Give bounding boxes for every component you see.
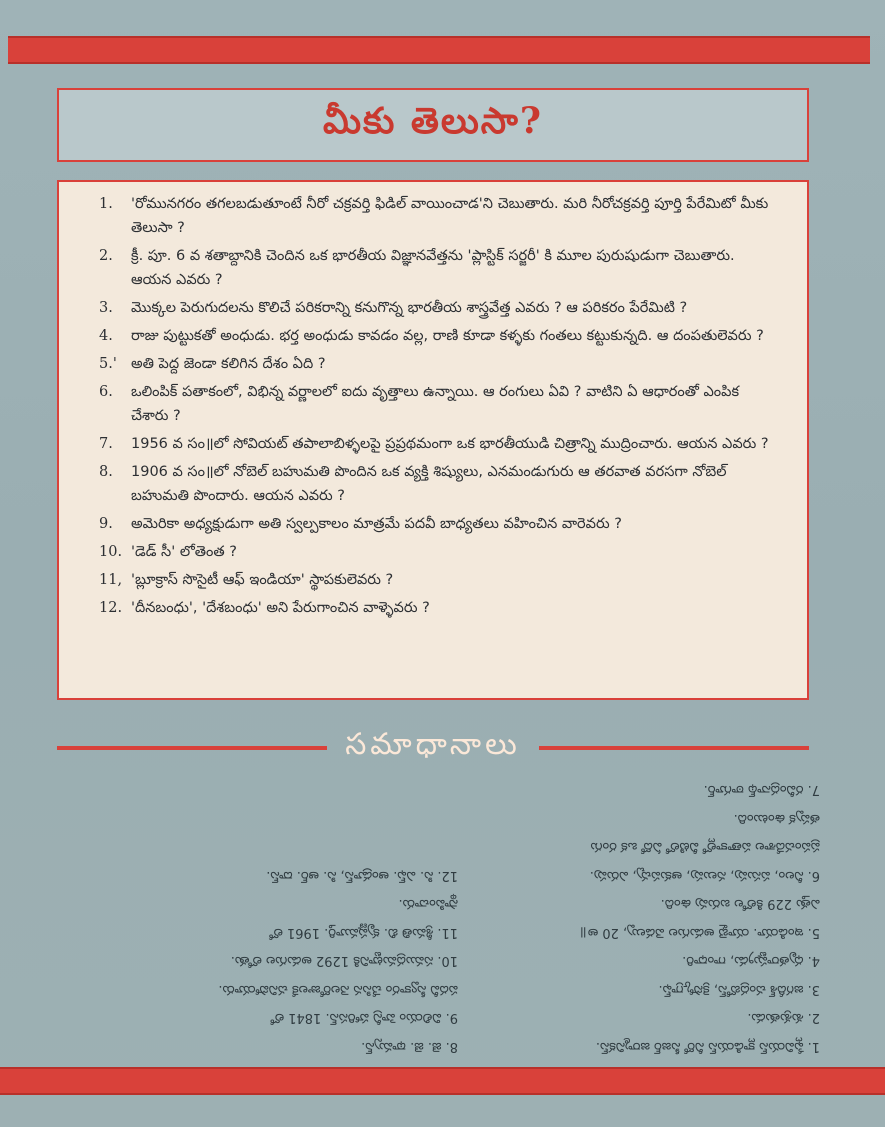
answer-line: తప్పక ఉంటుంది. bbox=[733, 811, 820, 826]
question-number: 3. bbox=[99, 300, 113, 316]
question-item bbox=[99, 432, 779, 456]
question-item bbox=[99, 352, 779, 376]
question-item bbox=[99, 512, 779, 536]
bottom-red-band bbox=[0, 1067, 885, 1095]
question-text: మొక్కల పెరుగుదలను కొలిచే పరికరాన్ని కనుగొన్న భారతీయ శాస్త్రవేత్త ఎవరు ? ఆ పరికరం పేరేమిటి ? bbox=[131, 300, 688, 316]
answer-line: స్థాపించారు. bbox=[398, 896, 458, 912]
question-item bbox=[99, 192, 779, 240]
answer-line: 4. ధృతరాష్ట్రుడు, గాంధారి. bbox=[682, 953, 820, 969]
answer-line: 3. జగదీశ్ చంద్రబోస్, క్రెస్కోగ్రాఫ్. bbox=[658, 982, 820, 997]
divider bbox=[539, 746, 809, 750]
answer-line: 12. సి. ఎఫ్. ఆండ్రూస్, సి. ఆర్. దాస్. bbox=[266, 868, 458, 883]
divider bbox=[57, 746, 327, 750]
questions-list bbox=[99, 192, 779, 620]
answer-line: 6. నీలం, పసుపు, నలుపు, ఆకుపచ్చ, ఎరుపు. bbox=[589, 868, 820, 883]
answers-upside-down bbox=[120, 770, 820, 1060]
question-text: అమెరికా అధ్యక్షుడుగా అతి స్వల్పకాలం మాత్రమే పదవీ బాధ్యతలు వహించిన వారెవరు ? bbox=[131, 516, 622, 532]
question-text: 1956 వ సం॥లో సోవియట్ తపాలాబిళ్ళలపై ప్రప్రథమంగా ఒక భారతీయుడి చిత్రాన్ని ముద్రించారు. ఆయన ఎవరు ? bbox=[131, 436, 769, 452]
question-number: 12. bbox=[99, 600, 123, 616]
question-text: 1906 వ సం॥లో నోబెల్ బహుమతి పొందిన ఒక వ్యక్తి శిష్యులు, ఎనమండుగురు ఆ తరవాత వరసగా నోబెల్ బహుమతి పొందారు. ఆయన ఎవరు ? bbox=[131, 464, 727, 504]
question-item bbox=[99, 296, 779, 320]
question-number: 10. bbox=[99, 544, 123, 560]
top-red-band bbox=[8, 36, 870, 64]
question-text: రాజు పుట్టుకతో అంధుడు. భర్త అంధుడు కావడం వల్ల, రాణి కూడా కళ్ళకు గంతలు కట్టుకున్నది. ఆ దంపతులెవరు ? bbox=[131, 328, 764, 344]
question-item bbox=[99, 596, 779, 620]
question-text: ఒలింపిక్ పతాకంలో, విభిన్న వర్ణాలలో ఐదు వృత్తాలు ఉన్నాయి. ఆ రంగులు ఏవి ? వాటిని ఏ ఆధారంతో ఎంపిక చేశారు ? bbox=[131, 384, 740, 424]
question-number: 7. bbox=[99, 436, 113, 452]
question-item bbox=[99, 460, 779, 508]
answer-line: 10. సముద్రమట్టానికి 1292 అడుగుల లోతు. bbox=[230, 953, 458, 969]
questions-box bbox=[57, 180, 809, 700]
question-item bbox=[99, 324, 779, 348]
question-text: 'రోమునగరం తగలబడుతూంటే నీరో చక్రవర్తి ఫిడిల్ వాయించాడ'ని చెబుతారు. మరి నీరోచక్రవర్తి పూర్తి పేరేమిటో మీకు తెలుసా ? bbox=[131, 196, 769, 236]
question-text: 'డెడ్ సీ' లోతెంత ? bbox=[131, 544, 237, 560]
answer-line: 7. రవీంద్రనాథ్ ఠాగూర్. bbox=[703, 782, 820, 798]
answer-line: పదవీ స్వీకారం చేసిన నెలరోజులకే చనిపోయారు. bbox=[218, 982, 458, 997]
page-title: మీకు తెలుసా? bbox=[322, 99, 544, 142]
question-text: 'బ్లూక్రాస్ సొసైటీ ఆఫ్ ఇండియా' స్థాపకులెవరు ? bbox=[131, 572, 394, 588]
question-number: 8. bbox=[99, 464, 113, 480]
answers-header bbox=[57, 728, 809, 768]
question-text: 'దీనబంధు', 'దేశబంధు' అని పేరుగాంచిన వాళ్ళెవరు ? bbox=[131, 600, 430, 616]
title-box bbox=[57, 88, 809, 162]
question-number: 11, bbox=[99, 572, 123, 588]
question-number: 2. bbox=[99, 248, 113, 264]
answer-line: 11. శ్రీమతి బి. కృష్ణమూర్తి. 1961 లో bbox=[269, 925, 458, 940]
question-item bbox=[99, 380, 779, 428]
answer-line: 5. ఇండియా. యాభై అడుగుల వెడల్పు, 20 అ॥ bbox=[580, 925, 820, 940]
question-number: 6. bbox=[99, 384, 113, 400]
answer-line: 2. శుశ్రుతుడు. bbox=[747, 1010, 820, 1026]
answer-line: 9. విలియం హెన్రీ హారిసన్. 1841 లో bbox=[270, 1010, 458, 1026]
question-number: 4. bbox=[99, 328, 113, 344]
question-number: 5.' bbox=[99, 356, 117, 372]
question-number: 9. bbox=[99, 516, 113, 532]
answers-heading: సమాధానాలు bbox=[345, 727, 521, 762]
question-item bbox=[99, 568, 779, 592]
question-text: క్రీ. పూ. 6 వ శతాబ్దానికి చెందిన ఒక భారతీయ విజ్ఞానవేత్తను 'ప్లాస్టిక్ సర్జరీ' కి మూల పురుషుడుగా చెబుతారు. ఆయన ఎవరు ? bbox=[131, 248, 735, 288]
question-item bbox=[99, 244, 779, 292]
answer-line: ఎత్తు 229 కిలోల బరువు ఉంది. bbox=[660, 896, 820, 912]
answer-line: ప్రపంచదేశాల పతాకాల్లో వీటిలో ఏదో ఒక రంగు bbox=[590, 839, 820, 855]
question-text: అతి పెద్ద జెండా కలిగిన దేశం ఏది ? bbox=[131, 356, 326, 372]
answers-column-left bbox=[482, 770, 820, 1060]
answer-line: 1. ఫ్లేవియస్ క్లాడియస్ నీరో సీజర్ జర్మానికస్. bbox=[595, 1039, 820, 1054]
answers-column-right bbox=[120, 770, 458, 1060]
question-item bbox=[99, 540, 779, 564]
question-number: 1. bbox=[99, 196, 113, 212]
answer-line: 8. జె. జె. థామ్సన్. bbox=[361, 1039, 458, 1054]
